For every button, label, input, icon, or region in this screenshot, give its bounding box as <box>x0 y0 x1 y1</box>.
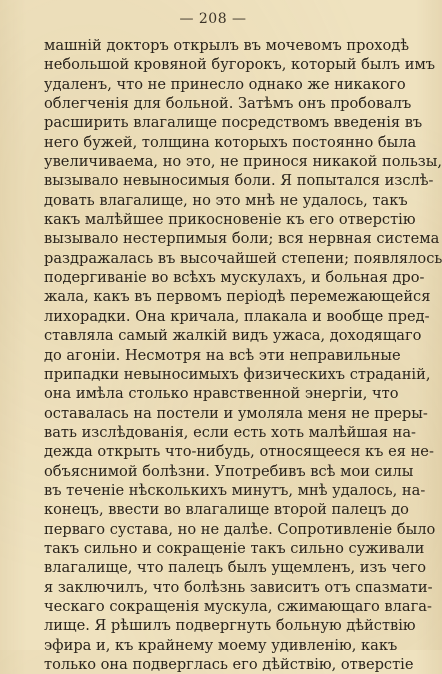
text-line: она имѣла столько нравственной энергіи, что <box>44 385 399 403</box>
text-line: небольшой кровяной бугорокъ, который былъ имъ <box>44 56 436 74</box>
text-line: жала, какъ въ первомъ періодѣ перемежающейся <box>44 288 431 306</box>
text-line: эфира и, къ крайнему моему удивленію, какъ <box>44 636 398 654</box>
text-line: увеличиваема, но это, не принося никакой пользы, <box>44 153 442 171</box>
text-line: перваго сустава, но не далѣе. Сопротивленіе было <box>44 520 436 538</box>
text-line: вызывало нестерпимыя боли; вся нервная система <box>44 230 440 248</box>
text-line: раздражалась въ высочайшей степени; появлялось <box>44 249 442 267</box>
text-line: припадки невыносимыхъ физическихъ страданій, <box>44 365 431 383</box>
text-line: облегченія для больной. Затѣмъ онъ пробовалъ <box>44 95 412 113</box>
text-line: въ теченіе нѣсколькихъ минутъ, мнѣ удалось, на- <box>44 481 426 499</box>
text-line: объяснимой болѣзни. Употребивъ всѣ мои силы <box>44 462 414 480</box>
text-line: влагалище, что палецъ былъ ущемленъ, изъ чего <box>44 559 427 577</box>
text-line: ставляла самый жалкій видъ ужаса, доходящаго <box>44 327 422 345</box>
text-line: него бужей, толщина которыхъ постоянно была <box>44 133 417 151</box>
text-line: подергиваніе во всѣхъ мускулахъ, и больная дро- <box>44 269 425 287</box>
text-line: оставалась на постели и умоляла меня не преры- <box>44 404 428 422</box>
text-line: только она подверглась его дѣйствію, отверстіе <box>44 656 414 673</box>
text-line: лище. Я рѣшилъ подвергнуть больную дѣйствію <box>44 617 416 635</box>
text-line: удаленъ, что не принесло однако же никакого <box>44 75 406 93</box>
text-line: вызывало невыносимыя боли. Я попытался изслѣ- <box>44 172 434 190</box>
text-line: какъ малѣйшее прикосновеніе къ его отверстію <box>44 211 416 229</box>
text-line: дежда открыть что-нибудь, относящееся къ ея не- <box>44 443 434 461</box>
text-line: машній докторъ открылъ въ мочевомъ проходѣ <box>44 37 410 54</box>
text-line: довать влагалище, но это мнѣ не удалось, такъ <box>44 191 408 209</box>
text-line: до агоніи. Несмотря на всѣ эти неправильные <box>44 346 401 364</box>
text-line: лихорадки. Она кричала, плакала и вообще пред- <box>44 307 430 325</box>
body-text <box>44 36 442 674</box>
text-line: такъ сильно и сокращеніе такъ сильно суживали <box>44 539 425 557</box>
text-line: вать изслѣдованія, если есть хоть малѣйшая на- <box>44 423 416 441</box>
text-line: ческаго сокращенія мускула, сжимающаго влага- <box>44 597 432 615</box>
page-number: — 208 — <box>179 11 247 27</box>
text-line: конецъ, ввести во влагалище второй палецъ до <box>44 501 409 519</box>
text-line: расширить влагалище посредствомъ введенія въ <box>44 114 423 132</box>
text-line: я заключилъ, что болѣзнь зависитъ отъ спазмати- <box>44 578 433 596</box>
